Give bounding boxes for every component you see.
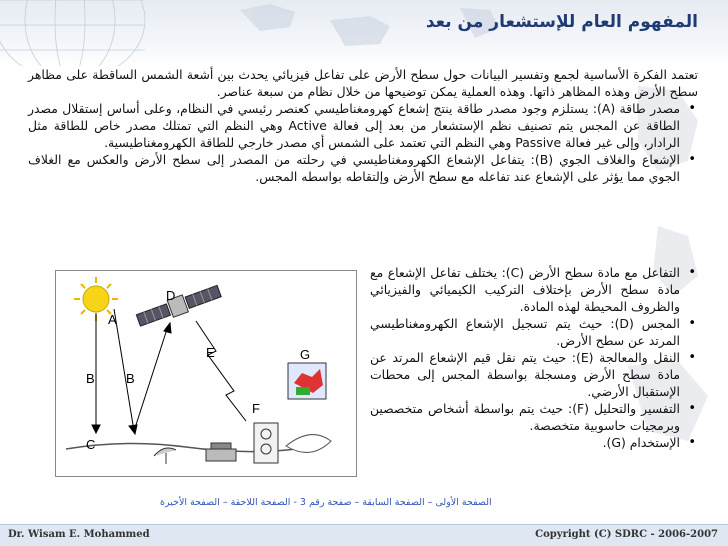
interpretation-image-icon	[254, 423, 278, 463]
label-d: D	[166, 288, 176, 303]
lower-bullets	[370, 264, 698, 451]
label-f: F	[252, 401, 260, 416]
intro-paragraph: تعتمد الفكرة الأساسية لجمع وتفسير البيانات حول سطح الأرض على تفاعل فيزيائي يحدث بين أشعة الشمس الساقطة على مظاهر سطح الأرض وهذه المظاهر ذاتها. وهذه العملية يمكن توضيحها من خلال نظام من سبعة عناصر.	[28, 67, 698, 99]
page-navigation[interactable]: الصفحة الأولى – الصفحة السابقة – صفحة رقم 3 - الصفحة اللاحقة – الصفحة الأخيرة	[160, 497, 492, 508]
satellite-icon	[135, 283, 222, 329]
footer-copyright: Copyright (C) SDRC - 2006-2007	[535, 529, 718, 540]
bullet-atmosphere: • الإشعاع والغلاف الجوي (B): يتفاعل الإشعاع الكهرومغناطيسي في رحلته من المصدر إلى سطح الأرض والعكس مع الغلاف الجوي مما يؤثر على الإشعاع عند تفاعله مع سطح الأرض وإلتقاطه بواسطه المجس.	[28, 151, 698, 185]
bullet-transmission: • النقل والمعالجة (E): حيث يتم نقل قيم الإشعاع المرتد عن مادة سطح الأرض ومسجلة بواسطة المجس إلى محطات الإستقبال الأرضي.	[370, 349, 698, 400]
footer-bar	[0, 524, 728, 546]
intro-block	[28, 66, 698, 185]
bullet-surface-interaction: • التفاعل مع مادة سطح الأرض (C): يختلف تفاعل الإشعاع مع مادة سطح الأرض بإختلاف التركيب الكيميائي والفيزيائي والظروف المحيطة لهذه المادة.	[370, 264, 698, 315]
bullet-energy-source: • مصدر طاقة (A): يستلزم وجود مصدر طاقة ينتج إشعاع كهرومغناطيسي كعنصر رئيسي في النظام، وعلى أساس إستقلال مصدر الطاقة عن المجس يتم تصنيف نظم الإستشعار من بعد إلى فعالة Active وهي النظم التي تمتلك مصدر خاص للطاقة مثل الرادار، وإلى غير فعالة Passive وهي النظم التي تعتمد على الشمس أي مصدر خارجي للطاقة الكهرومغناطيسية.	[28, 100, 698, 151]
globe-map-texture	[0, 0, 728, 66]
footer-author: Dr. Wisam E. Mohammed	[8, 529, 150, 540]
bullet-application: • الإستخدام (G).	[370, 434, 698, 451]
transmission-zigzag	[196, 321, 246, 421]
label-b-right: B	[126, 371, 135, 386]
bullet-interpretation: • التفسير والتحليل (F): حيث يتم بواسطة أشخاص متخصصين وبرمجيات حاسوبية متخصصة.	[370, 400, 698, 434]
label-a: A	[108, 312, 117, 327]
label-e: E	[206, 345, 215, 360]
application-map-icon	[288, 363, 326, 399]
remote-sensing-diagram	[55, 270, 357, 477]
label-c: C	[86, 437, 96, 452]
paper-leaf-icon	[286, 435, 331, 453]
header-band	[0, 0, 728, 66]
bullet-sensor: • المجس (D): حيث يتم تسجيل الإشعاع الكهرومغناطيسي المرتد عن سطح الأرض.	[370, 315, 698, 349]
label-b-left: B	[86, 371, 95, 386]
page-title: المفهوم العام للإستشعار من بعد	[425, 12, 698, 32]
diagram-svg	[56, 271, 356, 476]
label-g: G	[300, 347, 311, 362]
ground-station-dish-icon	[154, 448, 176, 464]
receiving-station-icon	[206, 443, 236, 461]
